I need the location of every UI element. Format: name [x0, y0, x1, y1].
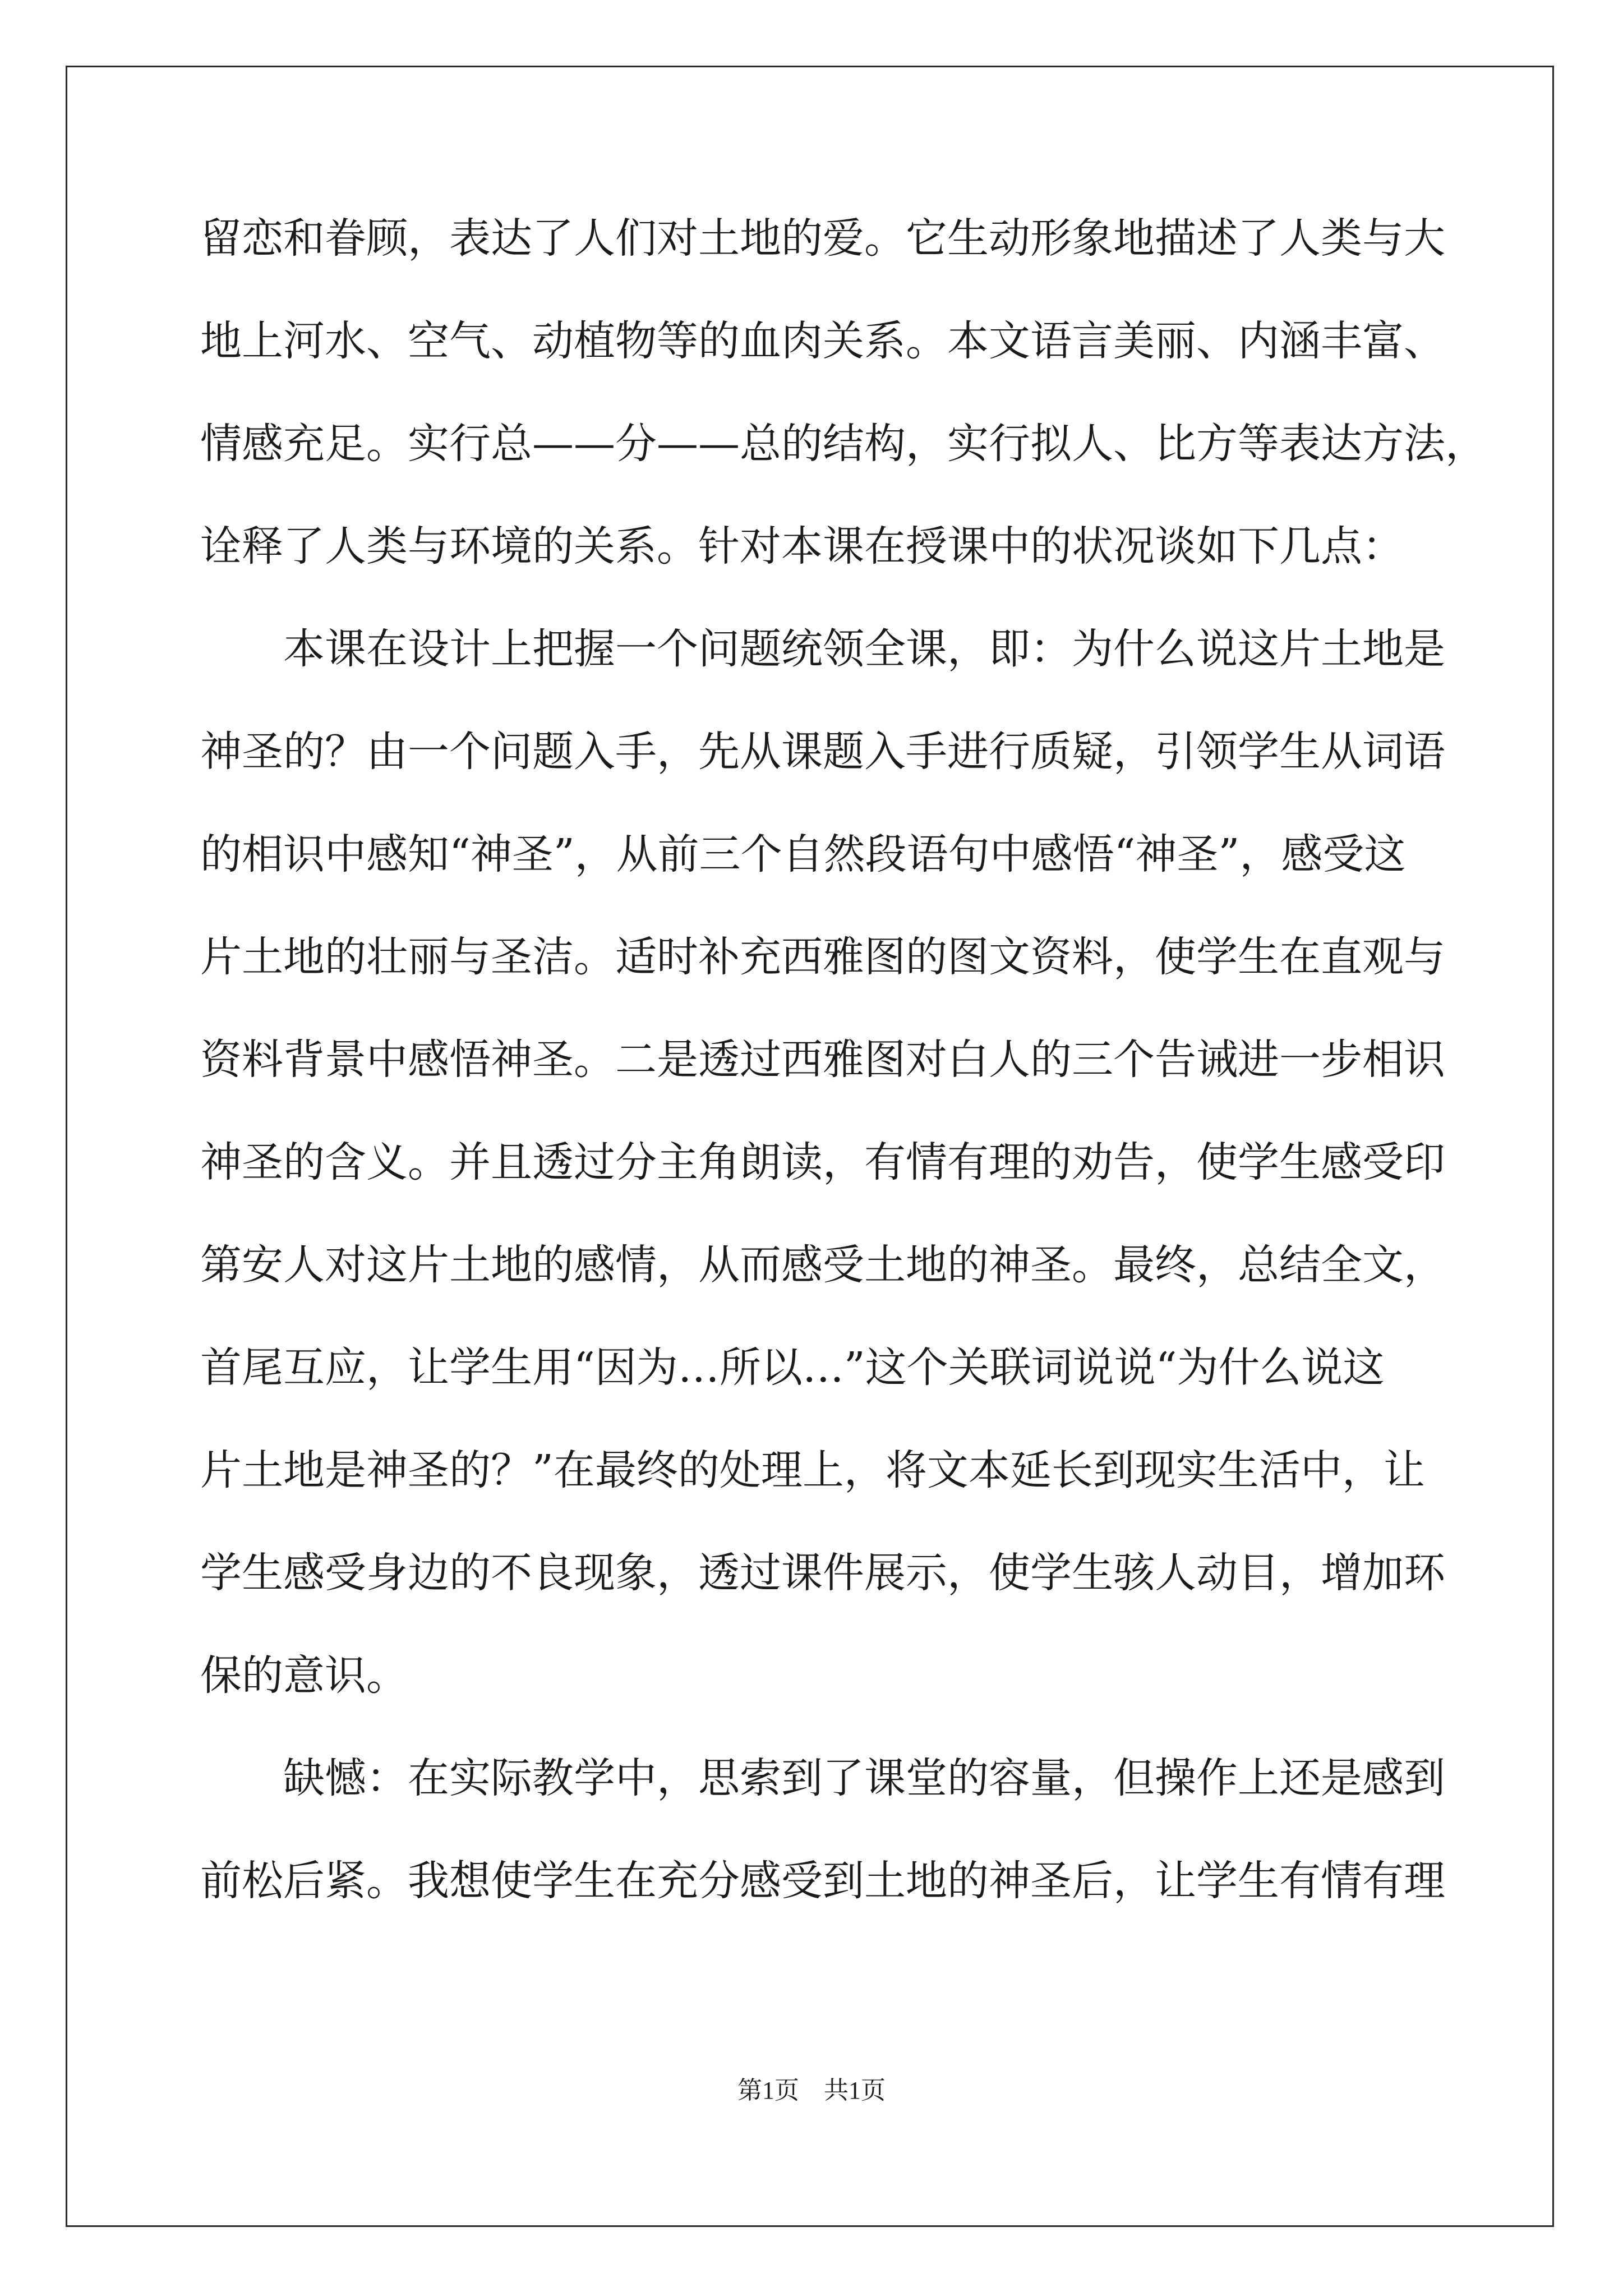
text-line: 片土地是神圣的？”在最终的处理上，将文本延长到现实生活中，让	[200, 1446, 1425, 1494]
text-line: 前松后紧。我想使学生在充分感受到土地的神圣后，让学生有情有理	[200, 1857, 1445, 1905]
document-body	[200, 208, 1487, 1953]
text-line: 第安人对这片土地的感情，从而感受土地的神圣。最终，总结全文，	[200, 1241, 1445, 1289]
text-line: 情感充足。实行总——分——总的结构，实行拟人、比方等表达方法，	[200, 420, 1487, 468]
text-line: 神圣的？由一个问题入手，先从课题入手进行质疑，引领学生从词语	[200, 728, 1445, 776]
text-line: 本课在设计上把握一个问题统领全课，即：为什么说这片土地是	[200, 625, 1445, 673]
text-line: 片土地的壮丽与圣洁。适时补充西雅图的图文资料，使学生在直观与	[200, 933, 1445, 981]
text-line: 学生感受身边的不良现象，透过课件展示，使学生骇人动目，增加环	[200, 1549, 1445, 1597]
text-line: 留恋和眷顾，表达了人们对土地的爱。它生动形象地描述了人类与大	[200, 214, 1445, 263]
text-line: 的相识中感知“神圣”，从前三个自然段语句中感悟“神圣”，感受这	[200, 830, 1406, 878]
text-line: 缺憾：在实际教学中，思索到了课堂的容量，但操作上还是感到	[200, 1754, 1445, 1802]
text-line: 地上河水、空气、动植物等的血肉关系。本文语言美丽、内涵丰富、	[200, 317, 1445, 365]
text-line: 资料背景中感悟神圣。二是透过西雅图对白人的三个告诫进一步相识	[200, 1036, 1445, 1084]
text-line: 首尾互应，让学生用“因为…所以…”这个关联词说说“为什么说这	[200, 1343, 1385, 1392]
page-number-footer: 第1页 共1页	[737, 2077, 886, 2104]
text-line: 神圣的含义。并且透过分主角朗读，有情有理的劝告，使学生感受印	[200, 1138, 1445, 1186]
text-line: 诠释了人类与环境的关系。针对本课在授课中的状况谈如下几点：	[200, 522, 1404, 570]
text-line: 保的意识。	[200, 1651, 408, 1700]
